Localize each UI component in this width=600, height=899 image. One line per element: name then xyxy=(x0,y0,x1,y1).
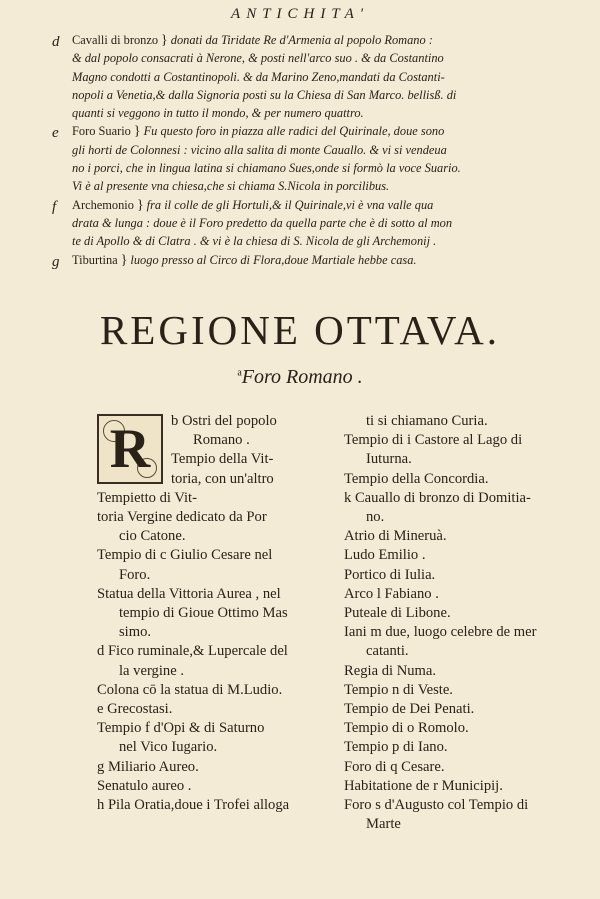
text-line: Iani m due, luogo celebre de mer xyxy=(344,624,537,641)
note-text: fra il colle de gli Hortuli,& il Quirinale,vi è vna valle qua xyxy=(146,197,434,212)
note-heading: Cavalli di bronzo xyxy=(72,33,159,47)
text-line: Tempio n di Veste. xyxy=(344,681,453,698)
text-line: Tempio de Dei Penati. xyxy=(344,701,475,718)
text-line: Senatulo aureo . xyxy=(97,777,192,794)
note-mark: f xyxy=(52,198,57,215)
text-line: Statua della Vittoria Aurea , nel xyxy=(97,585,281,602)
text-line: Ludo Emilio . xyxy=(344,547,426,564)
text-line: tempio di Gioue Ottimo Mas xyxy=(119,605,288,622)
note-text: luogo presso al Circo di Flora,doue Martiale hebbe casa. xyxy=(130,252,417,267)
note-mark: g xyxy=(52,253,60,270)
text-line: Marte xyxy=(366,816,401,833)
brace-glyph: } xyxy=(120,252,128,268)
note-line xyxy=(52,197,572,215)
text-line: Foro di q Cesare. xyxy=(344,758,445,775)
text-line: Arco l Fabiano . xyxy=(344,585,439,602)
right-column xyxy=(344,412,574,834)
text-line: Puteale di Libone. xyxy=(344,605,451,622)
text-line: Habitatione de r Municipij. xyxy=(344,777,503,794)
text-line: Tempio p di Iano. xyxy=(344,739,448,756)
note-line xyxy=(72,69,572,86)
text-line: no. xyxy=(366,509,385,526)
note-line xyxy=(72,215,572,232)
note-text: no i porci, che in lingua latina si chiamano Sues,onde si formò la voce Suario. xyxy=(72,161,461,176)
text-line: Portico di Iulia. xyxy=(344,566,436,583)
text-line: Tempietto di Vit- xyxy=(97,489,197,506)
text-line: Romano . xyxy=(193,432,250,449)
note-heading: Archemonio xyxy=(72,197,134,212)
ornamental-dropcap xyxy=(97,414,163,484)
note-heading: Foro Suario xyxy=(72,124,131,139)
text-line: Tempio f d'Opi & di Saturno xyxy=(97,720,265,737)
note-text: drata & lunga : doue è il Foro predetto da quella parte che è di sotto al mon xyxy=(72,215,453,230)
running-head: ANTICHITA' xyxy=(231,6,369,22)
text-line: Regia di Numa. xyxy=(344,662,437,679)
text-line: d Fico ruminale,& Lupercale del xyxy=(97,643,288,660)
text-line: Colona cō la statua di M.Ludio. xyxy=(97,681,283,698)
note-text: & dal popolo consacrati à Nerone, & posti nell'arco suo . & da Costantino xyxy=(72,51,444,66)
text-line: Tempio di c Giulio Cesare nel xyxy=(97,547,273,564)
note-line xyxy=(72,160,572,177)
note-line xyxy=(72,142,572,159)
text-line: Iuturna. xyxy=(366,451,412,468)
brace-glyph: } xyxy=(161,33,168,48)
text-line: Foro. xyxy=(119,566,151,583)
note-line xyxy=(52,252,572,270)
text-line: b Ostri del popolo xyxy=(171,413,277,429)
text-line: Tempio di i Castore al Lago di xyxy=(344,432,523,449)
text-line: la vergine . xyxy=(119,662,184,679)
note-mark: e xyxy=(52,125,59,142)
subtitle-text: Foro Romano . xyxy=(241,366,363,388)
left-column xyxy=(97,412,332,815)
note-text: nopoli a Venetia,& dalla Signoria posti su la Chiesa di San Marco. bellisß. di xyxy=(72,87,457,102)
text-line: h Pila Oratia,doue i Trofei alloga xyxy=(97,797,290,814)
text-line: e Grecostasi. xyxy=(97,701,173,718)
note-line xyxy=(72,233,572,250)
note-text: gli horti de Colonnesi : vicino alla salita di monte Cauallo. & vi si vendeua xyxy=(72,142,447,157)
text-line: cio Catone. xyxy=(119,528,186,545)
brace-glyph: } xyxy=(133,124,141,140)
dropcap-letter: R xyxy=(109,418,151,480)
text-line: toria Vergine dedicato da Por xyxy=(97,509,267,526)
note-text: Fu questo foro in piazza alle radici del Quirinale, doue sono xyxy=(143,124,445,139)
note-line xyxy=(72,50,572,67)
note-line xyxy=(72,105,572,122)
section-subtitle xyxy=(0,366,600,389)
text-line: simo. xyxy=(119,624,152,641)
note-text: Vi è al presente vna chiesa,che si chiama S.Nicola in porcilibus. xyxy=(72,179,390,194)
text-line: Tempio della Concordia. xyxy=(344,470,489,487)
text-line: Foro s d'Augusto col Tempio di xyxy=(344,797,529,814)
left-entries xyxy=(97,508,332,815)
note-line xyxy=(52,32,572,50)
note-line xyxy=(52,123,572,142)
note-line xyxy=(72,178,572,195)
marginal-notes xyxy=(52,32,572,270)
note-mark: d xyxy=(52,34,60,50)
text-line: k Cauallo di bronzo di Domitia- xyxy=(344,489,531,506)
note-line xyxy=(72,87,572,104)
note-text: donati da Tiridate Re d'Armenia al popolo Romano : xyxy=(170,33,433,47)
note-text: te di Apollo & di Clatra . & vi è la chiesa di S. Nicola de gli Archemonij . xyxy=(72,234,437,249)
text-line: nel Vico Iugario. xyxy=(119,739,218,756)
text-line: catanti. xyxy=(366,643,409,660)
text-line: Tempio di o Romolo. xyxy=(344,720,469,737)
note-text: quanti si veggono in tutto il mondo, & per numero quattro. xyxy=(72,106,364,121)
section-title: REGIONE OTTAVA. xyxy=(99,307,501,353)
text-line: ti si chiamano Curia. xyxy=(366,413,488,429)
note-heading: Tiburtina xyxy=(72,252,118,267)
text-line: toria, con un'altro xyxy=(171,470,274,487)
text-line: g Miliario Aureo. xyxy=(97,758,199,775)
brace-glyph: } xyxy=(136,197,144,213)
text-line: Atrio di Mineruà. xyxy=(344,528,447,545)
note-text: Magno condotti a Costantinopoli. & da Marino Zeno,mandati da Costanti- xyxy=(72,69,445,84)
text-line: Tempio della Vit- xyxy=(171,451,274,468)
subtitle-note-mark: a xyxy=(237,367,242,379)
